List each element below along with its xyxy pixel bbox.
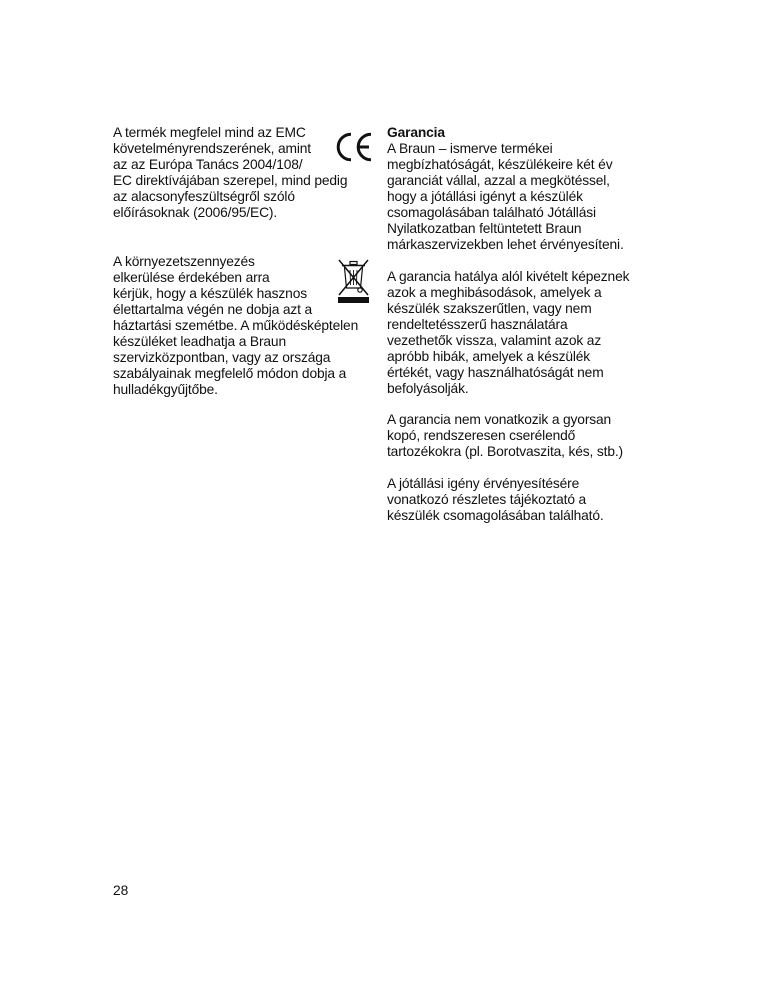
text-line: hogy a jótállási igényt a készülék <box>387 189 583 204</box>
text-line: értékét, vagy használhatóságát nem <box>387 365 604 380</box>
guarantee-section <box>387 125 717 253</box>
text-line: rendeltetésszerű használatára <box>387 317 568 332</box>
text-line: Nyilatkozatban feltüntetett Braun <box>387 221 582 236</box>
text-line: hulladékgyűjtőbe. <box>113 382 218 397</box>
exclusions-paragraph <box>387 269 717 397</box>
text-line: kopó, rendszeresen cserélendő <box>387 428 576 443</box>
text-line: EC direktívájában szerepel, mind pedig <box>113 173 348 188</box>
text-line: szabályainak megfelelő módon dobja a <box>113 366 347 381</box>
text-line: A Braun – ismerve termékei <box>387 141 553 156</box>
text-line: követelményrendszerének, amint <box>113 141 311 156</box>
text-line: készülék csomagolásában található. <box>387 508 604 523</box>
weee-bar <box>338 297 369 303</box>
text-line: A jótállási igény érvényesítésére <box>387 476 580 491</box>
text-line: készülék szakszerűtlen, vagy nem <box>387 301 592 316</box>
text-line: azok a meghibásodások, amelyek a <box>387 285 602 300</box>
text-line: kérjük, hogy a készülék hasznos <box>113 286 307 301</box>
text-line: az az Európa Tanács 2004/108/ <box>113 157 303 172</box>
wear-parts-paragraph <box>387 412 717 460</box>
text-line: vezethetők vissza, valamint azok az <box>387 333 602 348</box>
text-line: megbízhatóságát, készülékeire két év <box>387 157 613 172</box>
text-line: A környezetszennyezés <box>113 254 255 269</box>
ce-mark-c <box>338 134 351 160</box>
text-line: készüléket leadhatja a Braun <box>113 334 286 349</box>
text-line: A garancia hatálya alól kivételt képeznek <box>387 269 630 284</box>
text-line: garanciát vállal, azzal a megkötéssel, <box>387 173 610 188</box>
text-line: élettartalma végén ne dobja azt a <box>113 302 313 317</box>
section-heading: Garancia <box>387 125 445 140</box>
text-line: csomagolásában található Jótállási <box>387 205 596 220</box>
text-line: szervizközpontban, vagy az országa <box>113 350 331 365</box>
info-paragraph <box>387 476 717 524</box>
text-line: előírásoknak (2006/95/EC). <box>113 205 278 220</box>
text-line: elkerülése érdekében arra <box>113 270 270 285</box>
text-line: márkaszervizekben lehet érvényesíteni. <box>387 237 624 252</box>
crossed-out-wheelie-bin-icon <box>336 257 371 304</box>
text-line: az alacsonyfeszültségről szóló <box>113 189 295 204</box>
text-line: tartozékokra (pl. Borotvaszita, kés, stb.) <box>387 444 624 459</box>
page-number: 28 <box>113 883 129 898</box>
text-line: A termék megfelel mind az EMC <box>113 125 306 140</box>
text-line: apróbb hibák, amelyek a készülék <box>387 349 591 364</box>
text-line: A garancia nem vonatkozik a gyorsan <box>387 412 612 427</box>
text-line: befolyásolják. <box>387 381 469 396</box>
text-line: vonatkozó részletes tájékoztató a <box>387 492 587 507</box>
ce-mark-icon <box>333 130 373 164</box>
text-line: háztartási szemétbe. A működésképtelen <box>113 318 359 333</box>
bin-handle <box>350 262 357 265</box>
